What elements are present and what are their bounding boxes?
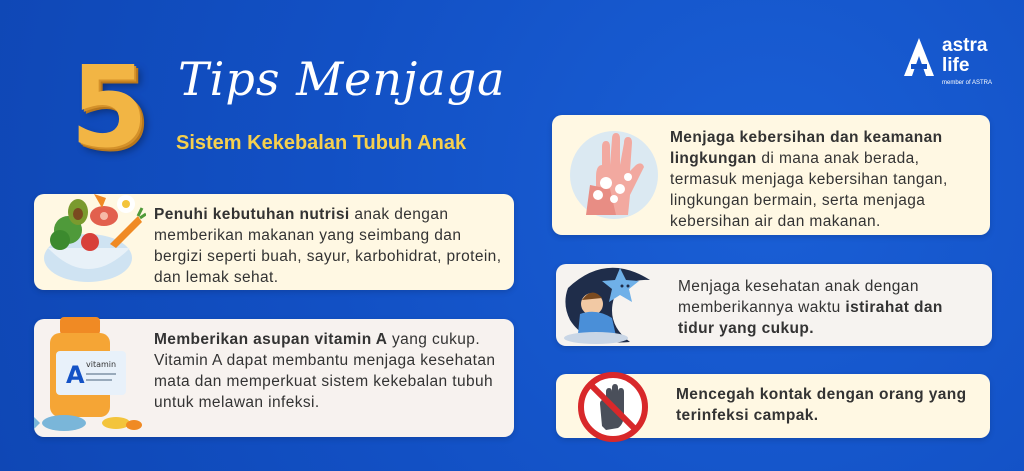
tip-card-sleep — [556, 264, 992, 346]
tip-4-pre: Menjaga kesehatan anak dengan memberikannya waktu — [678, 278, 919, 316]
tip-text-2 — [154, 329, 504, 413]
tip-text-3 — [670, 127, 982, 232]
tip-card-hygiene — [552, 115, 990, 235]
tip-card-nutrition — [34, 194, 514, 290]
astra-logo-mark-icon — [902, 36, 936, 78]
astra-life-logo — [902, 36, 1012, 92]
tip-3-rest: di mana anak berada, termasuk menjaga kebersihan tangan, lingkungan bermain, serta menjaga kebersihan air dan makanan. — [670, 150, 948, 230]
tip-text-1 — [154, 204, 504, 288]
tip-4-bold: istirahat dan tidur yang cukup. — [678, 299, 943, 337]
tip-1-bold: Penuhi kebutuhan nutrisi — [154, 206, 350, 223]
tip-3-bold: Menjaga kebersihan dan keamanan lingkungan — [670, 129, 943, 167]
bottle-label-a: A — [66, 361, 85, 389]
tip-card-vitamin-a — [34, 319, 514, 437]
handwashing-icon — [566, 125, 662, 225]
tip-2-rest: yang cukup. Vitamin A dapat membantu menjaga kesehatan mata dan memperkuat sistem kekebalan tubuh untuk melawan infeksi. — [154, 331, 496, 411]
tip-text-5 — [676, 384, 976, 426]
page-subtitle: Sistem Kekebalan Tubuh Anak — [176, 132, 467, 154]
logo-member-text: member of ASTRA — [942, 80, 993, 86]
tip-2-bold: Memberikan asupan vitamin A — [154, 331, 388, 348]
logo-line-astra: astra — [942, 35, 988, 56]
page-title: Tips Menjaga — [178, 52, 506, 106]
tip-card-measles — [556, 374, 990, 438]
logo-wordmark — [942, 36, 987, 76]
vitamin-bottle-icon — [34, 311, 146, 435]
big-number-five: 5 — [70, 43, 148, 173]
logo-line-life: life — [942, 55, 970, 76]
sleeping-child-icon — [556, 258, 666, 348]
tip-1-rest: anak dengan memberikan makanan yang seimbang dan bergizi seperti buah, sayur, karbohidrat, protein, dan lemak sehat. — [154, 206, 502, 286]
food-bowl-icon — [38, 186, 146, 290]
tip-5-bold: Mencegah kontak dengan orang yang terinfeksi campak. — [676, 386, 967, 424]
tip-text-4 — [678, 276, 982, 339]
stop-hand-icon — [576, 370, 650, 444]
bottle-label-word: vitamin — [86, 360, 117, 369]
